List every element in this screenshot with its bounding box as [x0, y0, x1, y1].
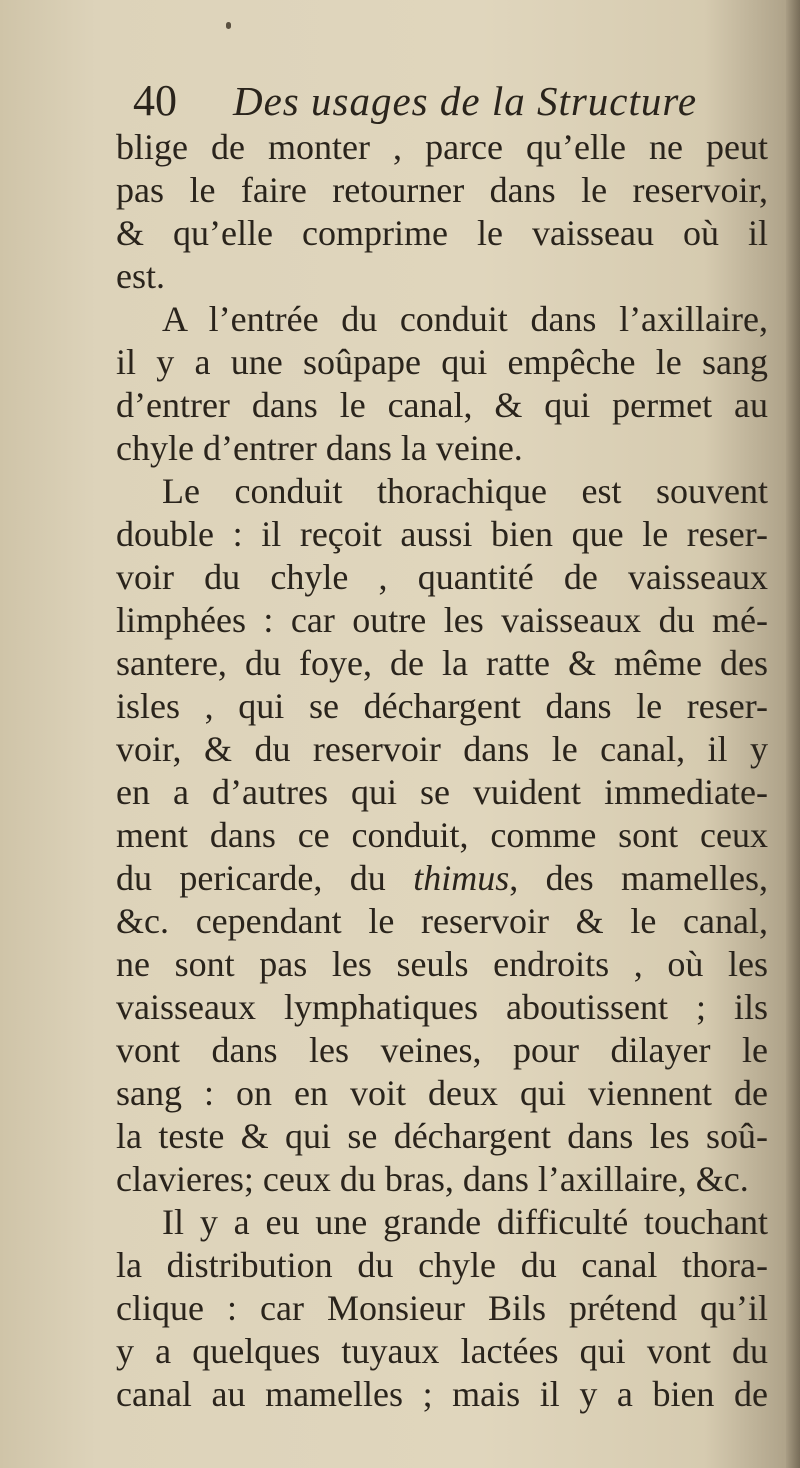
italic-term: thimus [413, 858, 510, 898]
text-line-with-italic [116, 857, 768, 900]
body-text [116, 126, 768, 1416]
text-line: isles , qui se déchargent dans le reser- [116, 686, 768, 726]
text-line: & qu’elle comprime le vaisseau où il [116, 213, 768, 253]
text-line: vaisseaux lymphatiques aboutissent ; ils [116, 987, 768, 1027]
text-line: double : il reçoit aussi bien que le reser- [116, 514, 768, 554]
text-line: canal au mamelles ; mais il y a bien de [116, 1374, 768, 1414]
paragraph-start-line: Le conduit thorachique est souvent [162, 471, 768, 511]
text-line: voir du chyle , quantité de vaisseaux [116, 557, 768, 597]
text-line: en a d’autres qui se vuident immediate- [116, 772, 768, 812]
text-segment: du pericarde, du [116, 858, 386, 898]
page-number: 40 [133, 76, 177, 125]
paragraph-start-line: Il y a eu une grande difficulté touchant [162, 1202, 768, 1242]
page-header [118, 72, 758, 128]
text-line: y a quelques tuyaux lactées qui vont du [116, 1331, 768, 1371]
text-line: clavieres; ceux du bras, dans l’axillaire, &c. [116, 1159, 749, 1199]
text-line: pas le faire retourner dans le reservoir, [116, 170, 768, 210]
text-line: santere, du foye, de la ratte & même des [116, 643, 768, 683]
text-line: est. [116, 256, 165, 296]
text-line: la distribution du chyle du canal thora- [116, 1245, 768, 1285]
text-line: clique : car Monsieur Bils prétend qu’il [116, 1288, 768, 1328]
text-line: vont dans les veines, pour dilayer le [116, 1030, 768, 1070]
text-line: limphées : car outre les vaisseaux du mé- [116, 600, 768, 640]
text-segment: , des mamelles, [509, 858, 768, 898]
text-line: &c. cependant le reservoir & le canal, [116, 901, 768, 941]
text-line: sang : on en voit deux qui viennent de [116, 1073, 768, 1113]
text-line: d’entrer dans le canal, & qui permet au [116, 385, 768, 425]
text-line: ne sont pas les seuls endroits , où les [116, 944, 768, 984]
ink-speck [226, 22, 231, 29]
text-line: il y a une soûpape qui empêche le sang [116, 342, 768, 382]
text-line: la teste & qui se déchargent dans les soû- [116, 1116, 768, 1156]
text-line: voir, & du reservoir dans le canal, il y [116, 729, 768, 769]
text-line: blige de monter , parce qu’elle ne peut [116, 127, 768, 167]
page-binding-shadow [786, 0, 800, 1468]
running-head: Des usages de la Structure [233, 78, 698, 124]
paragraph-start-line: A l’entrée du conduit dans l’axillaire, [162, 299, 768, 339]
text-line: chyle d’entrer dans la veine. [116, 428, 523, 468]
text-line: ment dans ce conduit, comme sont ceux [116, 815, 768, 855]
